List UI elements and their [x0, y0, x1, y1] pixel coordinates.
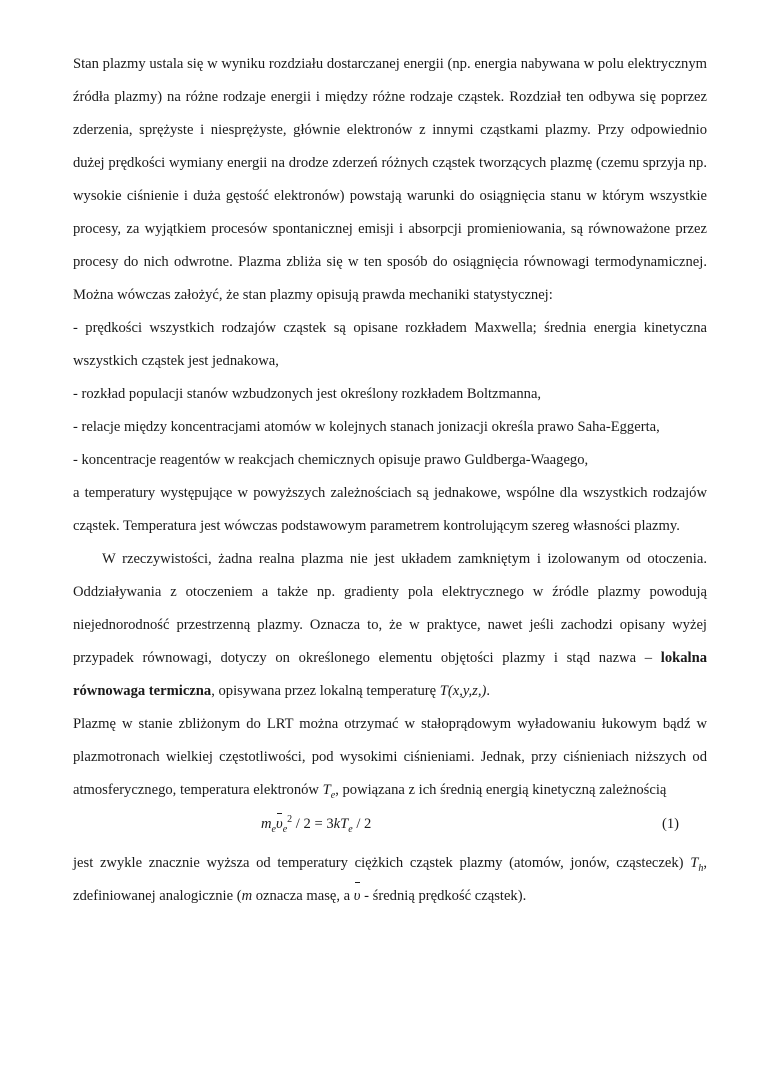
- list-item-maxwell: - prędkości wszystkich rodzajów cząstek są opisane rozkładem Maxwella; średnia energia kinetyczna wszystkich cząstek jest jednakowa,: [73, 320, 707, 369]
- local-temperature: T(x,y,z,): [439, 683, 487, 699]
- paragraph-heavy-particles: jest zwykle znacznie wyższa od temperatury ciężkich cząstek plazmy (atomów, jonów, cząsteczek) $T_h$, zdefiniowanej analogicznie (m oznacza masę, a υ - średnią prędkość cząstek).: [73, 847, 707, 913]
- list-item-guldberg-waage: - koncentracje reagentów w reakcjach chemicznych opisuje prawo Guldberga-Waagego,: [73, 452, 589, 468]
- equation-1: [73, 807, 707, 847]
- list-item-saha-eggert: - relacje między koncentracjami atomów w kolejnych stanach jonizacji określa prawo Saha-Eggerta,: [73, 419, 660, 435]
- equation-number: (1): [661, 816, 679, 832]
- paragraph-plasma-state: Stan plazmy ustala się w wyniku rozdziału dostarczanej energii (np. energia nabywana w polu elektrycznym źródła plazmy) na różne rodzaje energii i między różne rodzaje cząstek. Rozdział ten odbywa się poprzez zderzenia, sprężyste i niesprężyste, głównie elektronów z innymi cząstkami plazmy. Przy odpowiednio dużej prędkości wymiany energii na drodze zderzeń różnych cząstek tworzących plazmę (czemu sprzyja np. wysokie ciśnienie i duża gęstość elektronów) powstają warunki do osiągnięcia stanu w którym wszystkie procesy, za wyjątkiem procesów spontanicznej emisji i absorpcji promieniowania, są równoważone przez procesy do nich odwrotne. Plazma zbliża się w ten sposób do osiągnięcia równowagi termodynamicznej. Można wówczas założyć, że stan plazmy opisują prawda mechaniki statystycznej:: [73, 56, 707, 303]
- paragraph-temperatures: a temperatury występujące w powyższych zależnościach są jednakowe, wspólne dla wszystkich rodzajów cząstek. Temperatura jest wówczas podstawowym parametrem kontrolującym szereg własności plazmy.: [73, 485, 707, 534]
- paragraph-electron-temperature: Plazmę w stanie zbliżonym do LRT można otrzymać w stałoprądowym wyładowaniu łukowym bądź w plazmotronach wielkiej częstotliwości, pod wysokimi ciśnieniami. Jednak, przy ciśnieniach niższych od atmosferycznego, temperatura elektronów $T_e$, powiązana z ich średnią energią kinetyczną zależnością: [73, 716, 707, 801]
- document-page: [73, 48, 707, 913]
- term-lte: lokalna równowaga termiczna: [73, 650, 707, 699]
- list-item-boltzmann: - rozkład populacji stanów wzbudzonych jest określony rozkładem Boltzmanna,: [73, 386, 542, 402]
- mean-velocity-symbol: υ: [354, 880, 361, 913]
- paragraph-lte: W rzeczywistości, żadna realna plazma nie jest układem zamkniętym i izolowanym od otoczenia. Oddziaływania z otoczeniem a także np. gradienty pola elektrycznego w źródle plazmy powodują niejednorodność przestrzenną plazmy. Oznacza to, że w praktyce, nawet jeśli zachodzi opisany wyżej przypadek równowagi, dotyczy on określonego elementu objętości plazmy i stąd nazwa – lokalna równowaga termiczna, opisywana przez lokalną temperaturę T(x,y,z,).: [73, 551, 707, 699]
- equation-formula: $m_e\upsilon_e^2 / 2 = 3kT_e / 2$: [261, 811, 371, 837]
